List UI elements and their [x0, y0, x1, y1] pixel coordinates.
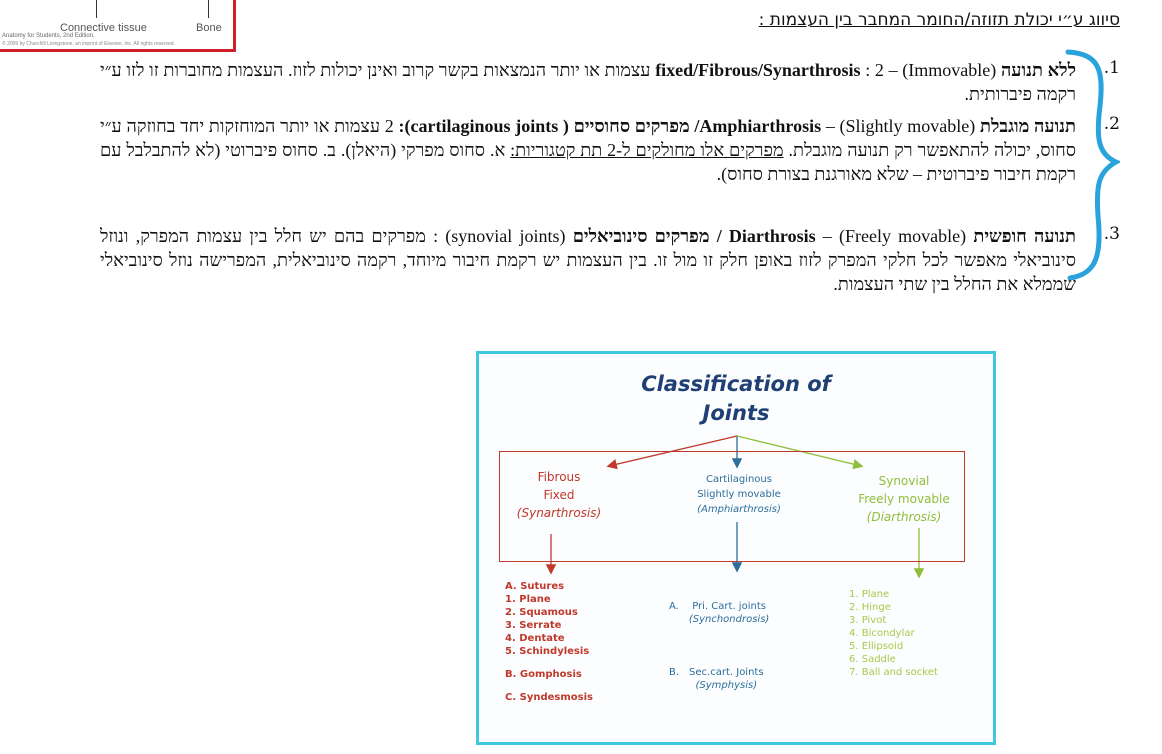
item-heading-mid: (Slightly movable) – [821, 116, 981, 136]
figure-line [208, 0, 209, 18]
subtype-item: 1. Plane [849, 589, 890, 600]
item-description: : 2 עצמות או יותר הנמצאות בקשר קרוב ואינן יכולות לזוז. העצמות מחוברות זו לזו ע״י רקמה פיברותית. [100, 60, 1076, 104]
subtype-item: 4. Bicondylar [849, 628, 915, 639]
diagram-title-line2: Joints [702, 401, 770, 425]
figure-label-bone: Bone [196, 22, 222, 34]
category-term: (Synarthrosis) [516, 506, 602, 520]
item-description: (synovial joints) : מפרקים בהם יש חלל בין עצמות המפרק, ונוזל סינוביאלי מאפשר לכל חלקי המפרק לזוז באופן חלק זו מול זו. בין העצמות יש רקמת חיבור מיוחד, רקמה סינוביאלית, המפרישה נוזל סינוביאלי שממלא את החלל בין שתי העצמות. [100, 226, 1076, 294]
subtype-item: 3. Pivot [849, 615, 887, 626]
doc-title: סיווג ע״י יכולת תזוזה/החומר המחבר בין העצמות : [758, 10, 1120, 30]
subtype-item: 1. Plane [505, 594, 551, 605]
subtype-item: 3. Serrate [505, 620, 562, 631]
subtype-item: 2. Hinge [849, 602, 891, 613]
subtype-item [669, 600, 769, 626]
subtype-item: 6. Saddle [849, 654, 896, 665]
item-subcategory-text: א. סחוס מפרקי (היאלן). ב. סחוס פיברוטי (לא להתבלבל עם רקמת חיבור פיברוטית – שלא מאורגנת בצורת סחוס). [100, 140, 1076, 184]
subtype-name: Sec.cart. Joints [689, 667, 764, 678]
item-number: 3. [1103, 224, 1120, 244]
item-heading: תנועה חופשית [973, 226, 1077, 246]
category-mobility: Slightly movable [697, 489, 781, 500]
list-item [100, 58, 1120, 106]
subtype-name: Pri. Cart. joints [692, 601, 766, 612]
fibrous-subtypes [505, 580, 593, 704]
list-item [100, 114, 1120, 186]
figure-line [96, 0, 97, 18]
item-heading-mid: (Immovable) – [883, 60, 1001, 80]
subtype-item: 5. Ellipsoid [849, 641, 904, 652]
cropped-figure [0, 0, 236, 52]
category-cartilaginous [654, 472, 824, 517]
item-subcategory-intro: מפרקים אלו מחולקים ל-2 תת קטגוריות: [510, 140, 784, 160]
subtype-item [669, 666, 769, 692]
figure-label-connective-tissue: Connective tissue [60, 22, 147, 34]
item-number: 1. [1103, 58, 1120, 78]
joint-classification-diagram [476, 351, 996, 745]
subtype-item: 2. Squamous [505, 607, 578, 618]
category-synovial [834, 472, 974, 526]
category-name: Cartilaginous [706, 474, 772, 485]
subtype-group: B. Gomphosis [505, 669, 582, 680]
diagram-title [479, 370, 993, 428]
item-heading-en: Diarthrosis / מפרקים סינוביאלים [572, 226, 816, 246]
item-heading: ללא תנועה [1000, 60, 1077, 80]
item-heading-en: fixed/Fibrous/Synarthrosis [655, 60, 861, 80]
item-text [100, 58, 1076, 106]
item-heading: תנועה מוגבלת [980, 116, 1077, 136]
category-term: (Diarthrosis) [866, 510, 942, 524]
item-description: 2 עצמות או יותר המוחזקות יחד בחוזקה ע״י סחוס, יכולה להתאפשר רק תנועה מוגבלת. [100, 116, 1077, 160]
subtype-letter: A. [669, 601, 679, 612]
subtype-term: (Symphysis) [695, 680, 758, 691]
category-name: Fibrous [537, 470, 581, 484]
cartilaginous-subtypes [669, 600, 769, 692]
list-item [100, 224, 1120, 296]
item-heading-mid: (Freely movable) – [815, 226, 974, 246]
item-text [100, 224, 1076, 296]
subtype-group: C. Syndesmosis [505, 692, 593, 703]
category-mobility: Freely movable [858, 492, 950, 506]
figure-copyright: © 2009 by Churchill Livingstone, an imprint of Elsevier, Inc. All rights reserved. [2, 41, 175, 47]
category-mobility: Fixed [543, 488, 575, 502]
subtype-letter: B. [669, 667, 680, 678]
subtype-item: 7. Ball and socket [849, 667, 938, 678]
subtype-group: A. Sutures [505, 581, 565, 592]
figure-credit: Anatomy for Students, 2nd Edition. [2, 33, 95, 39]
subtype-term: (Synchondrosis) [688, 614, 770, 625]
category-term: (Amphiarthrosis) [697, 504, 781, 515]
category-name: Synovial [878, 474, 930, 488]
diagram-title-line1: Classification of [641, 372, 831, 396]
subtype-item: 4. Dentate [505, 633, 565, 644]
item-number: 2. [1103, 114, 1120, 134]
category-fibrous [504, 468, 614, 522]
item-heading-en: Amphiarthrosis/ מפרקים סחוסיים ( cartilaginous joints): [398, 116, 822, 136]
subtype-item: 5. Schindylesis [505, 646, 590, 657]
curly-brace-icon [1060, 46, 1120, 286]
synovial-subtypes [849, 588, 938, 679]
item-text [100, 114, 1076, 186]
